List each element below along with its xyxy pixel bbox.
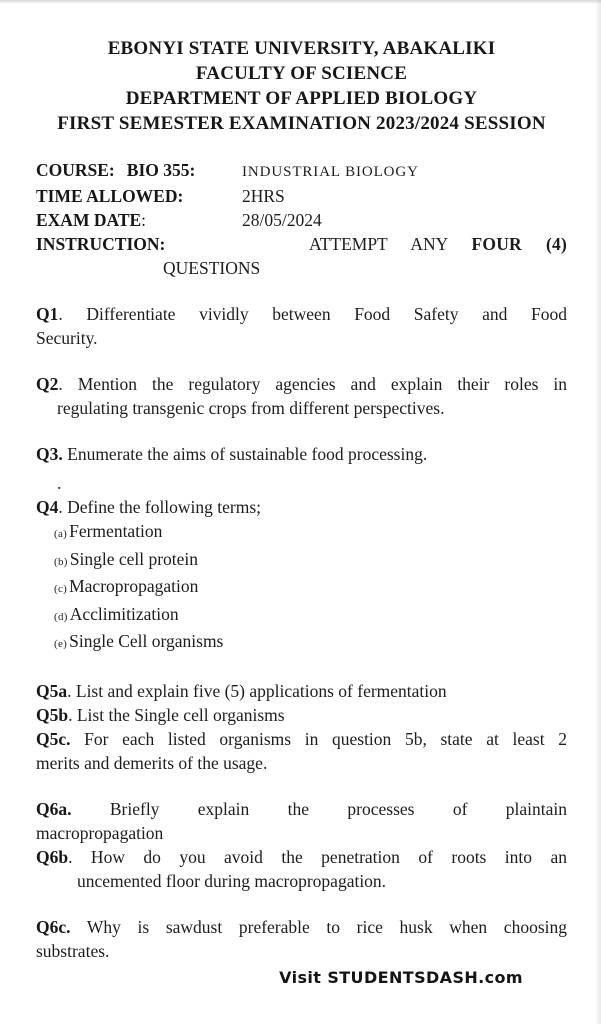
course-label-cell — [36, 158, 242, 182]
q5b-line1: Q5b. List the Single cell organisms — [36, 704, 285, 725]
q4-item-c-marker: (c) — [54, 583, 68, 595]
q4-item-e: (e) Single Cell organisms — [54, 631, 224, 651]
q5a-line1: Q5a. List and explain five (5) applications of fermentation — [36, 680, 447, 701]
questions-list — [36, 302, 567, 963]
q2-marker: Q2 — [36, 374, 59, 394]
question-q4 — [36, 495, 567, 657]
exam-date-colon: : — [141, 210, 147, 230]
exam-date-label-cell — [36, 208, 242, 232]
q6b-line1: Q6b. How do you avoid the penetration of roots into an — [36, 846, 567, 867]
page-top-edge — [0, 0, 601, 3]
q3-marker: Q3. — [36, 444, 63, 464]
department-name: DEPARTMENT OF APPLIED BIOLOGY — [125, 88, 478, 109]
q4-item-c: (c) Macropropagation — [54, 576, 199, 596]
q4-item-b: (b) Single cell protein — [54, 548, 199, 569]
instruction-text-bold: FOUR (4) — [471, 234, 567, 254]
course-code: BIO 355: — [126, 160, 196, 180]
q5b-marker: Q5b — [36, 704, 69, 725]
question-q3 — [36, 442, 567, 466]
q1-marker: Q1 — [36, 304, 59, 324]
q5c-line2: merits and demerits of the usage. — [36, 752, 268, 773]
time-allowed-label: TIME ALLOWED: — [36, 186, 184, 206]
course-row — [36, 158, 567, 184]
q6c-line1: Q6c. Why is sawdust preferable to rice husk when choosing — [36, 916, 567, 937]
course-label: COURSE: — [36, 160, 115, 180]
exam-date-row — [36, 208, 567, 232]
q4-item-e-marker: (e) — [54, 638, 68, 650]
q4-item-b-marker: (b) — [54, 555, 68, 568]
question-q5c — [36, 727, 567, 775]
exam-header — [36, 36, 567, 136]
instruction-questions-line: QUESTIONS — [163, 258, 261, 278]
q4-item-a-marker: (a) — [54, 528, 68, 540]
page-right-edge — [595, 0, 601, 1024]
q6c-marker: Q6c. — [36, 916, 71, 937]
question-q5b — [36, 703, 567, 727]
q1-line1: Q1. Differentiate vividly between Food Safety and Food — [36, 304, 567, 324]
question-q6a — [36, 797, 567, 845]
course-title: INDUSTRIAL BIOLOGY — [242, 164, 419, 180]
q1-line2: Security. — [36, 328, 98, 348]
q6a-line2: macropropagation — [36, 822, 164, 843]
question-q1 — [36, 302, 567, 350]
footer-credit: Visit STUDENTSDASH.com — [279, 967, 523, 987]
q5c-line1: Q5c. For each listed organisms in question 5b, state at least 2 — [36, 728, 567, 749]
q6a-line1: Q6a. Briefly explain the processes of plaintain — [36, 798, 567, 819]
q6c-line2: substrates. — [36, 940, 110, 961]
q6b-marker: Q6b — [36, 846, 69, 867]
q2-line1: Q2. Mention the regulatory agencies and explain their roles in — [36, 374, 567, 394]
q6a-marker: Q6a. — [36, 798, 72, 819]
instruction-row — [36, 232, 567, 256]
q5a-marker: Q5a — [36, 680, 68, 701]
instruction-text-regular: ATTEMPT ANY — [309, 234, 448, 254]
exam-date-label: EXAM DATE — [36, 210, 142, 230]
q5c-marker: Q5c. — [36, 728, 71, 749]
time-allowed-value: 2HRS — [242, 186, 285, 206]
q4-item-a: (a) Fermentation — [54, 521, 163, 541]
question-q2 — [36, 372, 567, 420]
university-name: EBONYI STATE UNIVERSITY, ABAKALIKI — [107, 38, 496, 59]
question-q6b — [36, 845, 567, 893]
q3-line1: Q3. Enumerate the aims of sustainable food processing. — [36, 444, 428, 464]
q4-line1: Q4. Define the following terms; — [36, 497, 262, 517]
instruction-text — [309, 232, 567, 256]
stray-period: . — [57, 473, 62, 493]
exam-date-value: 28/05/2024 — [242, 210, 322, 230]
question-q5a — [36, 679, 567, 703]
instruction-label: INSTRUCTION: — [36, 234, 166, 254]
exam-meta-block — [36, 158, 567, 280]
q4-marker: Q4 — [36, 497, 59, 517]
q4-item-d-marker: (d) — [54, 610, 68, 623]
q4-item-d: (d) Acclimitization — [54, 603, 179, 624]
q6b-line2: uncemented floor during macropropagation. — [77, 870, 387, 891]
time-allowed-row — [36, 184, 567, 208]
q2-line2: regulating transgenic crops from different perspectives. — [57, 398, 445, 418]
faculty-name: FACULTY OF SCIENCE — [195, 63, 408, 84]
question-q6c — [36, 915, 567, 963]
exam-session-title: FIRST SEMESTER EXAMINATION 2023/2024 SESSION — [57, 113, 546, 134]
